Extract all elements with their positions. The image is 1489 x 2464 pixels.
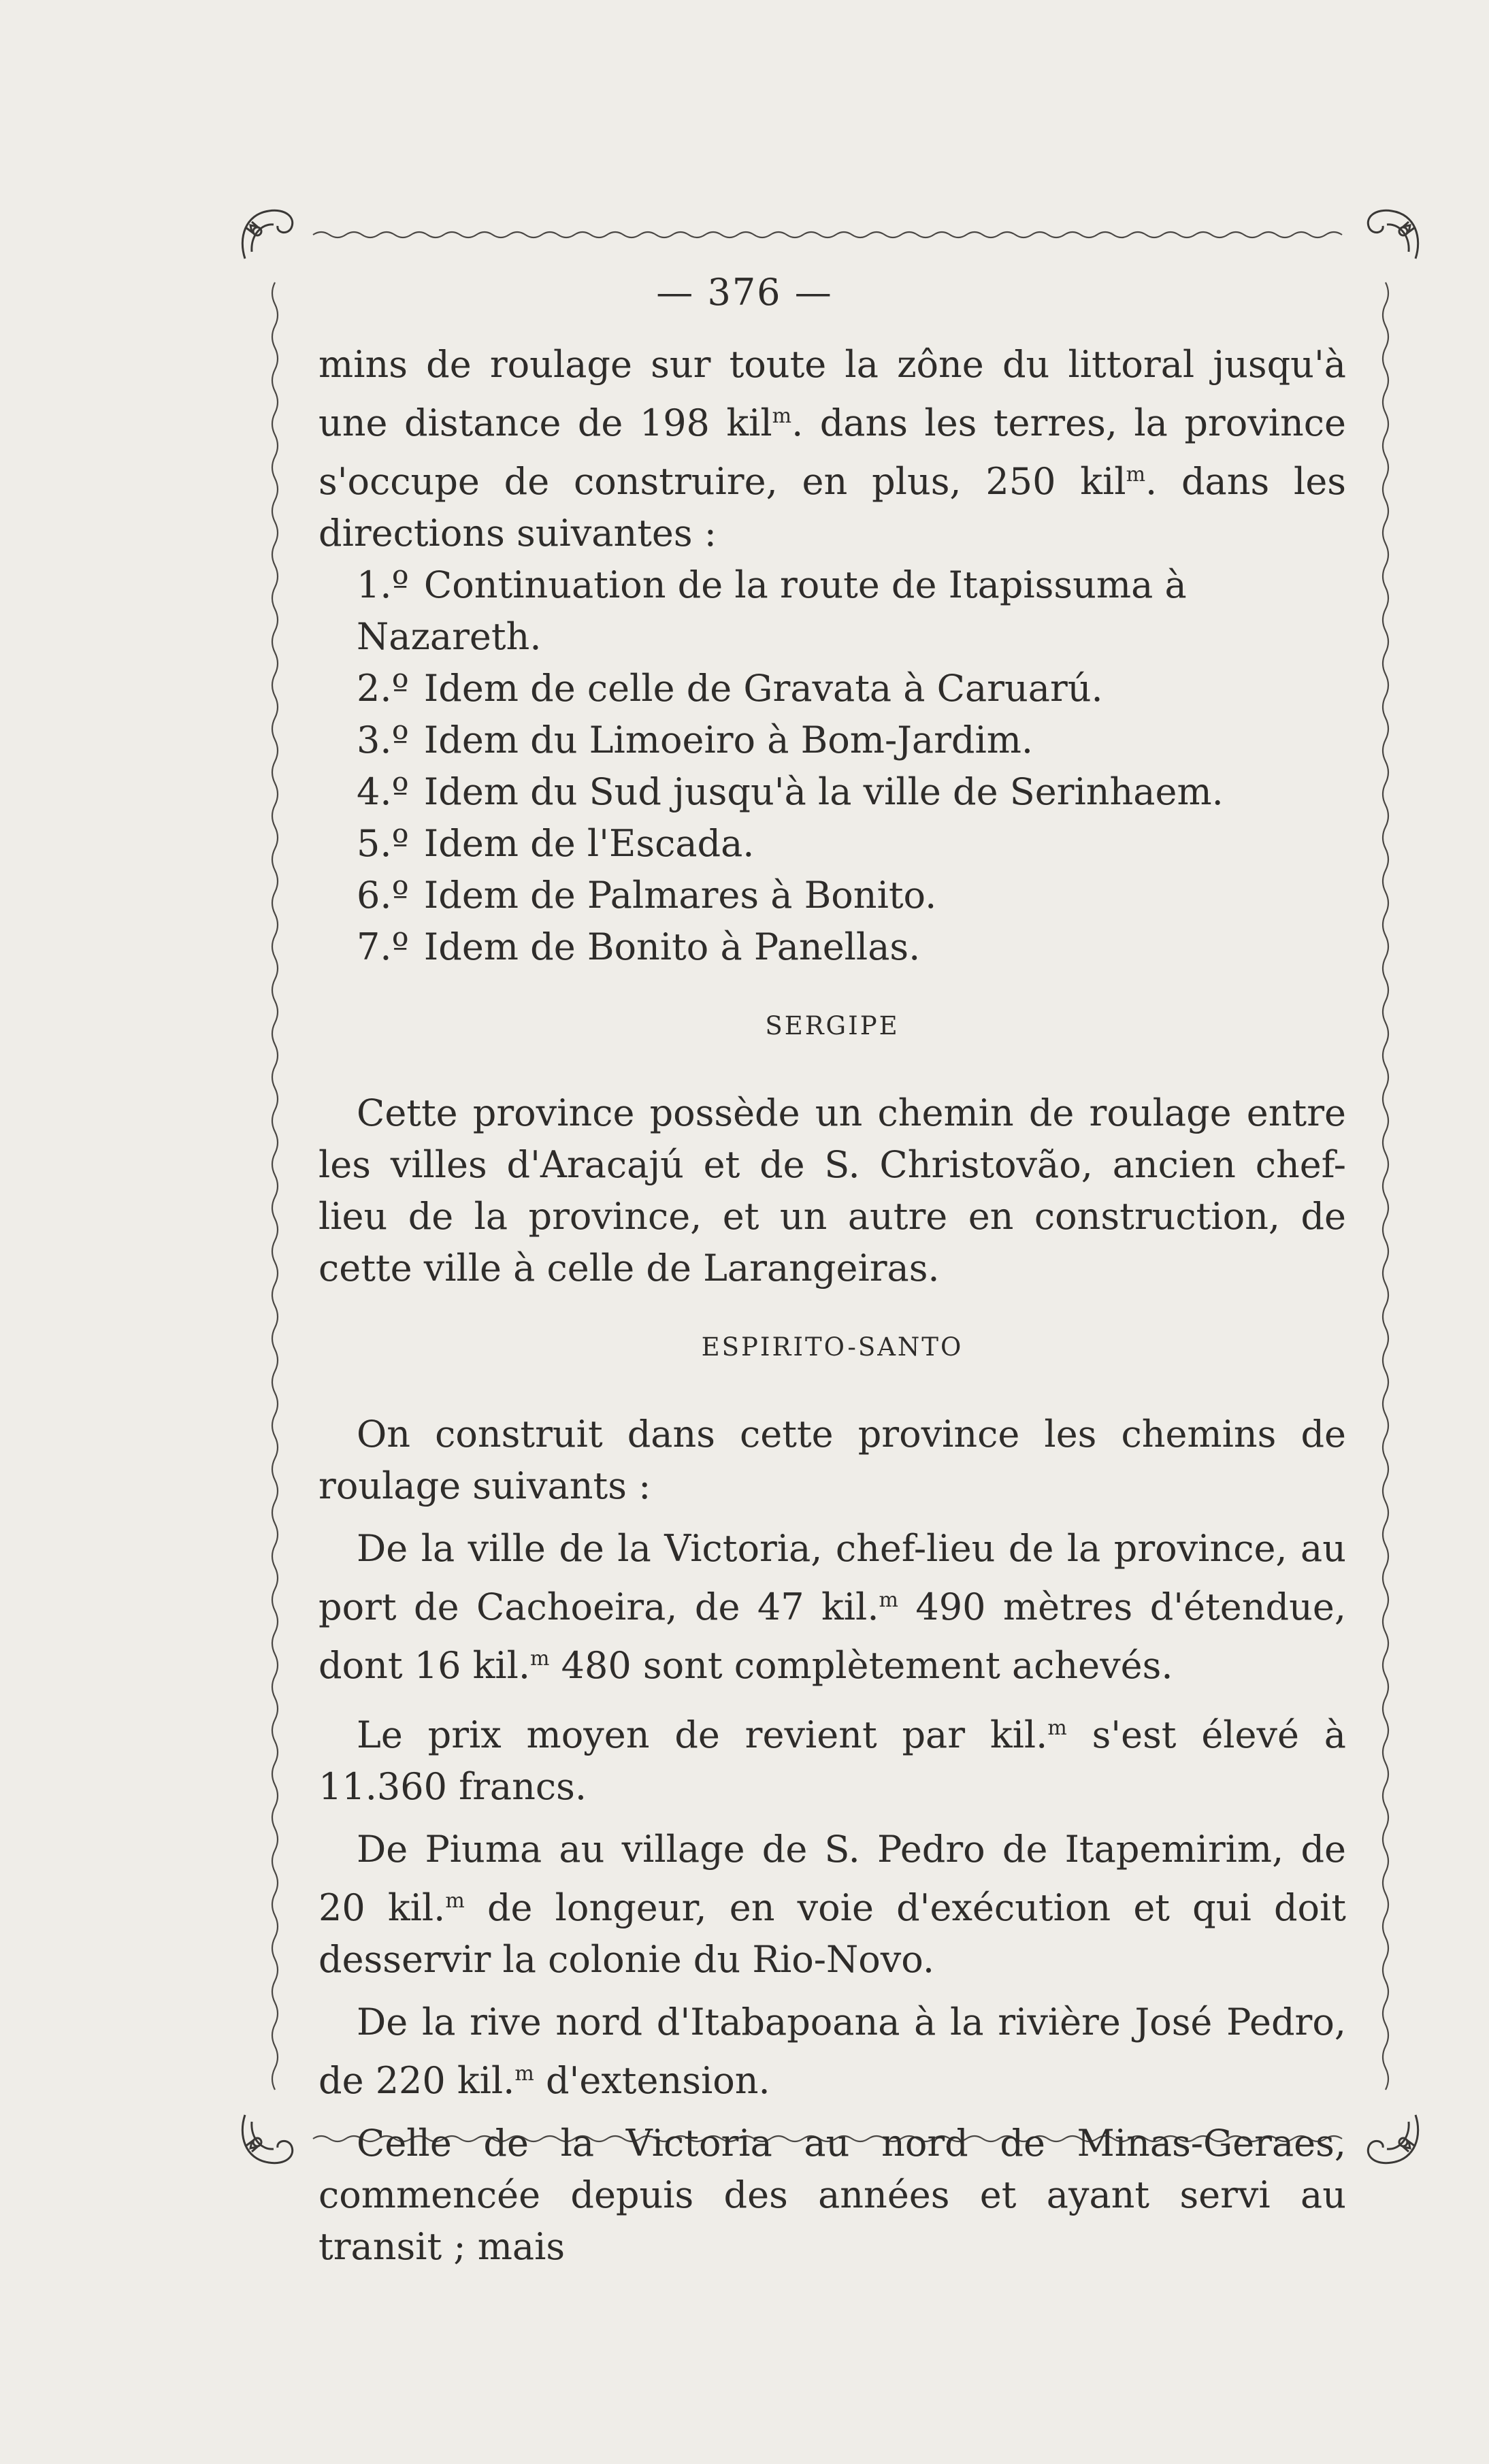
- list-item: 5.º Idem de l'Escada.: [357, 822, 755, 865]
- ornament-corner-icon: [1354, 197, 1429, 272]
- page-number: — 376 —: [656, 271, 833, 314]
- superscript: m: [1126, 463, 1146, 487]
- ornament-corner-icon: [231, 197, 306, 272]
- list-item: 7.º Idem de Bonito à Panellas.: [357, 925, 921, 968]
- section-heading-espirito-santo: ESPIRITO-SANTO: [701, 1332, 964, 1362]
- list-item: 1.º Continuation de la route de Itapissuma à Nazareth.: [357, 563, 1187, 658]
- espirito-paragraph-6: Celle de la Victoria au nord de Minas-Geraes, commencée depuis des années et ayant servi au transit ; mais: [318, 2122, 1346, 2268]
- espirito-paragraph-3: Le prix moyen de revient par kil.$^m$ s'est élevé à 11.360 francs.: [318, 1713, 1346, 1808]
- section-heading-sergipe: SERGIPE: [765, 1011, 900, 1040]
- intro-paragraph: mins de roulage sur toute la zône du littoral jusqu'à une distance de 198 kil$^m$. dans les terres, la province s'occupe de construire, en plus, 250 kil$^m$. dans les directions suivantes :: [318, 343, 1346, 555]
- espirito-paragraph-2: De la ville de la Victoria, chef-lieu de la province, au port de Cachoeira, de 47 kil.$^m$ 490 mètres d'étendue, dont 16 kil.$^m$ 480 sont complètement achevés.: [318, 1527, 1346, 1687]
- espirito-paragraph-5: De la rive nord d'Itabapoana à la rivière José Pedro, de 220 kil.$^m$ d'extension.: [318, 2001, 1346, 2102]
- ornament-corner-icon: [231, 2101, 306, 2176]
- espirito-paragraph-4: De Piuma au village de S. Pedro de Itapemirim, de 20 kil.$^m$ de longeur, en voie d'exécution et qui doit desservir la colonie du Rio-Novo.: [318, 1828, 1346, 1981]
- list-item: 3.º Idem du Limoeiro à Bom-Jardim.: [357, 719, 1034, 761]
- list-item: 4.º Idem du Sud jusqu'à la ville de Serinhaem.: [357, 770, 1224, 813]
- superscript: m: [772, 404, 792, 428]
- intro-lines-hidden: [0, 0, 1, 1]
- ornament-corner-icon: [1354, 2101, 1429, 2176]
- route-list: [318, 559, 1346, 973]
- espirito-paragraph-1: On construit dans cette province les chemins de roulage suivants :: [318, 1413, 1346, 1507]
- page-body: [318, 339, 1346, 2273]
- sergipe-paragraph: Cette province possède un chemin de roulage entre les villes d'Aracajú et de S. Christovão, ancien chef-lieu de la province, et un autre en construction, de cette ville à celle de Larangeiras.: [318, 1091, 1346, 1290]
- list-item: 6.º Idem de Palmares à Bonito.: [357, 874, 937, 917]
- list-item: 2.º Idem de celle de Gravata à Caruarú.: [357, 667, 1103, 710]
